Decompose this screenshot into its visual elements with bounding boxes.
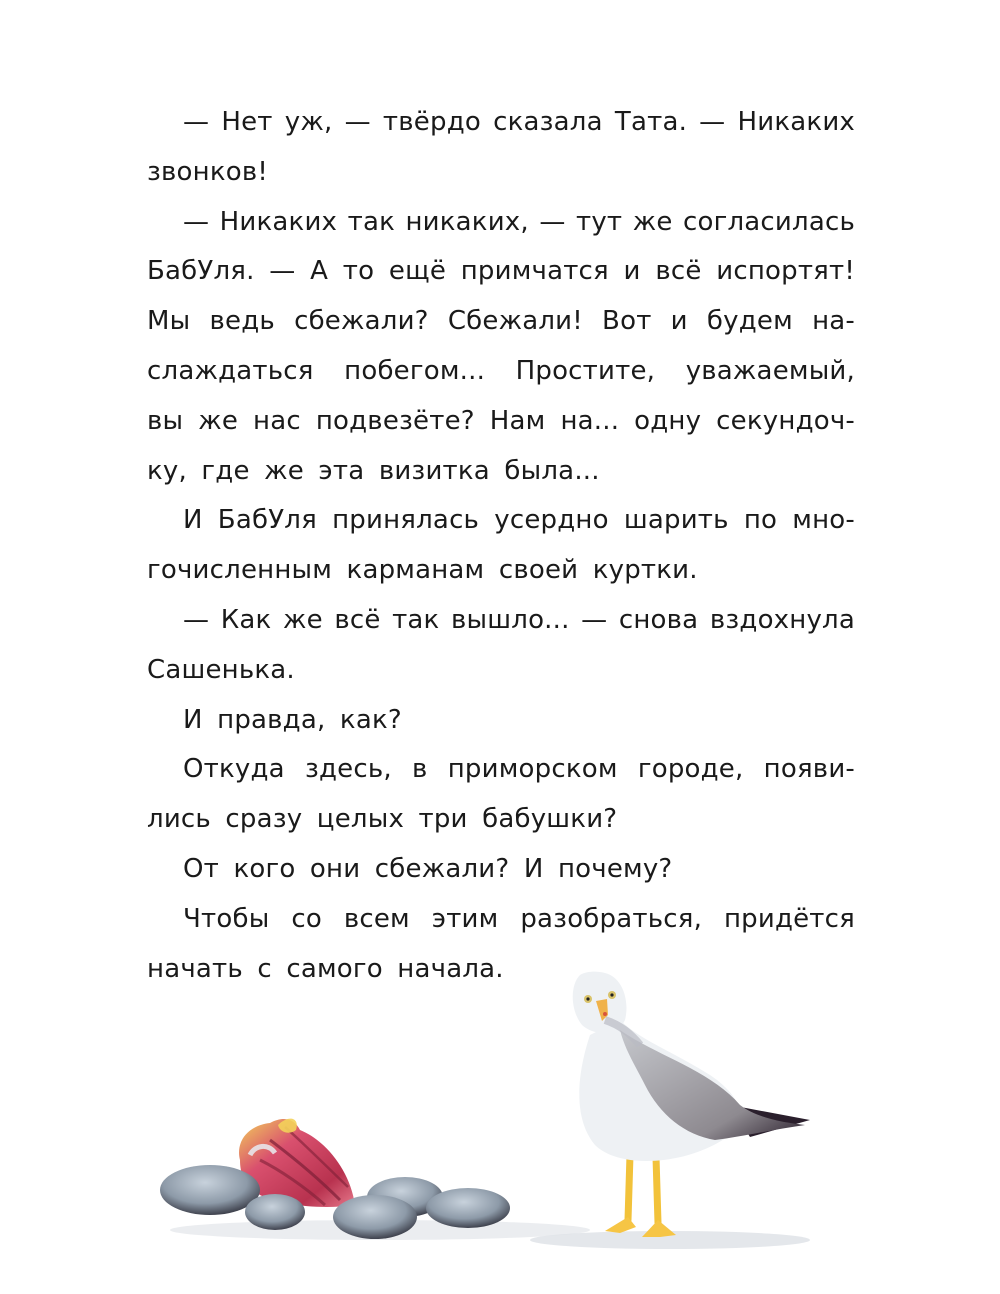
text-line: — Никаких так никаких, — тут же согласилась — [183, 206, 855, 237]
text-line: звонков! — [147, 156, 269, 187]
text-line: слаждаться побегом... Простите, уважаемый, — [147, 355, 855, 386]
text-line: гочисленным карманам своей куртки. — [147, 555, 698, 586]
text-line: Сашенька. — [147, 654, 295, 685]
text-line: ку, где же эта визитка была... — [147, 455, 600, 486]
text-line: И правда, как? — [183, 704, 402, 735]
text-line: начать с самого начала. — [147, 953, 504, 984]
text-line: лись сразу целых три бабушки? — [147, 804, 618, 835]
text-line: вы же нас подвезёте? Нам на... одну секундоч- — [147, 405, 855, 436]
text-line: — Нет уж, — твёрдо сказала Тата. — Никаких — [183, 107, 855, 137]
text-line: — Как же всё так вышло... — снова вздохнула — [183, 604, 855, 635]
text-line: И БабУля принялась усердно шарить по мно- — [183, 505, 855, 536]
text-line: БабУля. — А то ещё примчатся и всё испортят! — [147, 256, 855, 287]
seagull — [573, 972, 810, 1237]
text-line: Мы ведь сбежали? Сбежали! Вот и будем на- — [147, 306, 855, 337]
seagull-illustration — [150, 965, 850, 1265]
text-line: Чтобы со всем этим разобраться, придётся — [183, 903, 855, 934]
text-line: Откуда здесь, в приморском городе, появи- — [183, 754, 855, 785]
text-line: От кого они сбежали? И почему? — [183, 853, 673, 884]
story-text — [147, 98, 855, 994]
